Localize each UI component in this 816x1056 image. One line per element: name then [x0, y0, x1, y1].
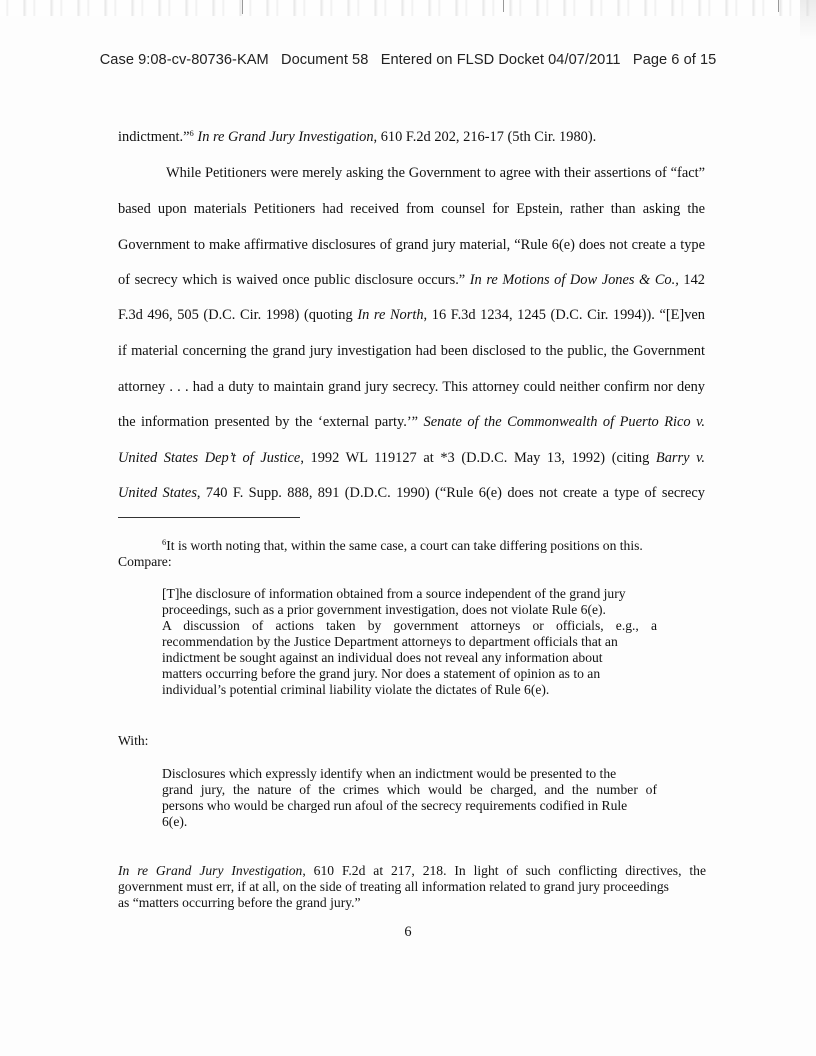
block-quote-1-line: matters occurring before the grand jury. Nor does a statement of opinion as to an: [162, 666, 601, 681]
block-quote-1-line: individual’s potential criminal liability violate the dictates of Rule 6(e).: [162, 682, 550, 697]
body-line-11: United States, 740 F. Supp. 888, 891 (D.D.C. 1990) (“Rule 6(e) does not create a type of secrecy: [118, 485, 705, 501]
docket-header: Case 9:08-cv-80736-KAM Document 58 Entered on FLSD Docket 04/07/2011 Page 6 of 15: [99, 52, 717, 68]
block-quote-2-line: persons who would be charged run afoul of the secrecy requirements codified in Rule: [162, 798, 628, 813]
body-line-1: indictment.”$^6$ In re Grand Jury Investigation, 610 F.2d 202, 216-17 (5th Cir. 1980).: [118, 128, 597, 145]
scan-mark: [503, 0, 504, 12]
footnote-closing-3: as “matters occurring before the grand jury.”: [118, 895, 361, 910]
footnote-with-label: With:: [118, 733, 149, 748]
footnote-intro: $^6$It is worth noting that, within the same case, a court can take differing positions on this.: [162, 537, 643, 553]
body-line-3: based upon materials Petitioners had received from counsel for Epstein, rather than asking the: [118, 201, 705, 217]
body-line-7: if material concerning the grand jury investigation had been disclosed to the public, the Government: [118, 343, 705, 359]
scan-artifact-top: [0, 0, 816, 16]
body-line-9: the information presented by the ‘external party.’” Senate of the Commonwealth of Puerto Rico v.: [118, 414, 706, 430]
body-line-10: United States Dep’t of Justice, 1992 WL 119127 at *3 (D.D.C. May 13, 1992) (citing Barry v.: [118, 450, 706, 466]
footnote-compare-label: Compare:: [118, 554, 172, 569]
footnote-closing-1: In re Grand Jury Investigation, 610 F.2d at 217, 218. In light of such conflicting directives, the: [118, 863, 706, 878]
block-quote-1-line: recommendation by the Justice Department attorneys to department officials that an: [162, 634, 618, 649]
block-quote-1-line: proceedings, such as a prior government investigation, does not violate Rule 6(e).: [162, 602, 606, 617]
footnote-reference: 6: [189, 128, 194, 138]
footnote-separator: [118, 517, 300, 518]
body-line-4: Government to make affirmative disclosures of grand jury material, “Rule 6(e) does not create a type: [118, 237, 705, 253]
scan-mark: [242, 0, 243, 14]
block-quote-2-line: grand jury, the nature of the crimes which would be charged, and the number of: [162, 782, 657, 797]
scan-artifact-corner: [800, 0, 816, 40]
body-line-8: attorney . . . had a duty to maintain grand jury secrecy. This attorney could neither confirm nor deny: [118, 379, 705, 395]
block-quote-2-line: Disclosures which expressly identify when an indictment would be presented to the: [162, 766, 617, 781]
block-quote-1-line: A discussion of actions taken by government attorneys or officials, e.g., a: [162, 618, 657, 633]
page-number: 6: [404, 924, 412, 940]
body-line-2: While Petitioners were merely asking the Government to agree with their assertions of “fact”: [166, 165, 705, 181]
block-quote-1-line: [T]he disclosure of information obtained from a source independent of the grand jury: [162, 586, 626, 601]
block-quote-1-line: indictment be sought against an individual does not reveal any information about: [162, 650, 603, 665]
footnote-closing-2: government must err, if at all, on the side of treating all information related to grand jury proceedings: [118, 879, 669, 894]
scan-mark: [778, 0, 779, 12]
body-line-6: F.3d 496, 505 (D.C. Cir. 1998) (quoting In re North, 16 F.3d 1234, 1245 (D.C. Cir. 1994)). “[E]ven: [118, 307, 705, 323]
footnote-marker: 6: [162, 537, 167, 547]
body-line-5: of secrecy which is waived once public disclosure occurs.” In re Motions of Dow Jones & Co., 142: [118, 272, 706, 288]
block-quote-2-line: 6(e).: [162, 814, 188, 829]
